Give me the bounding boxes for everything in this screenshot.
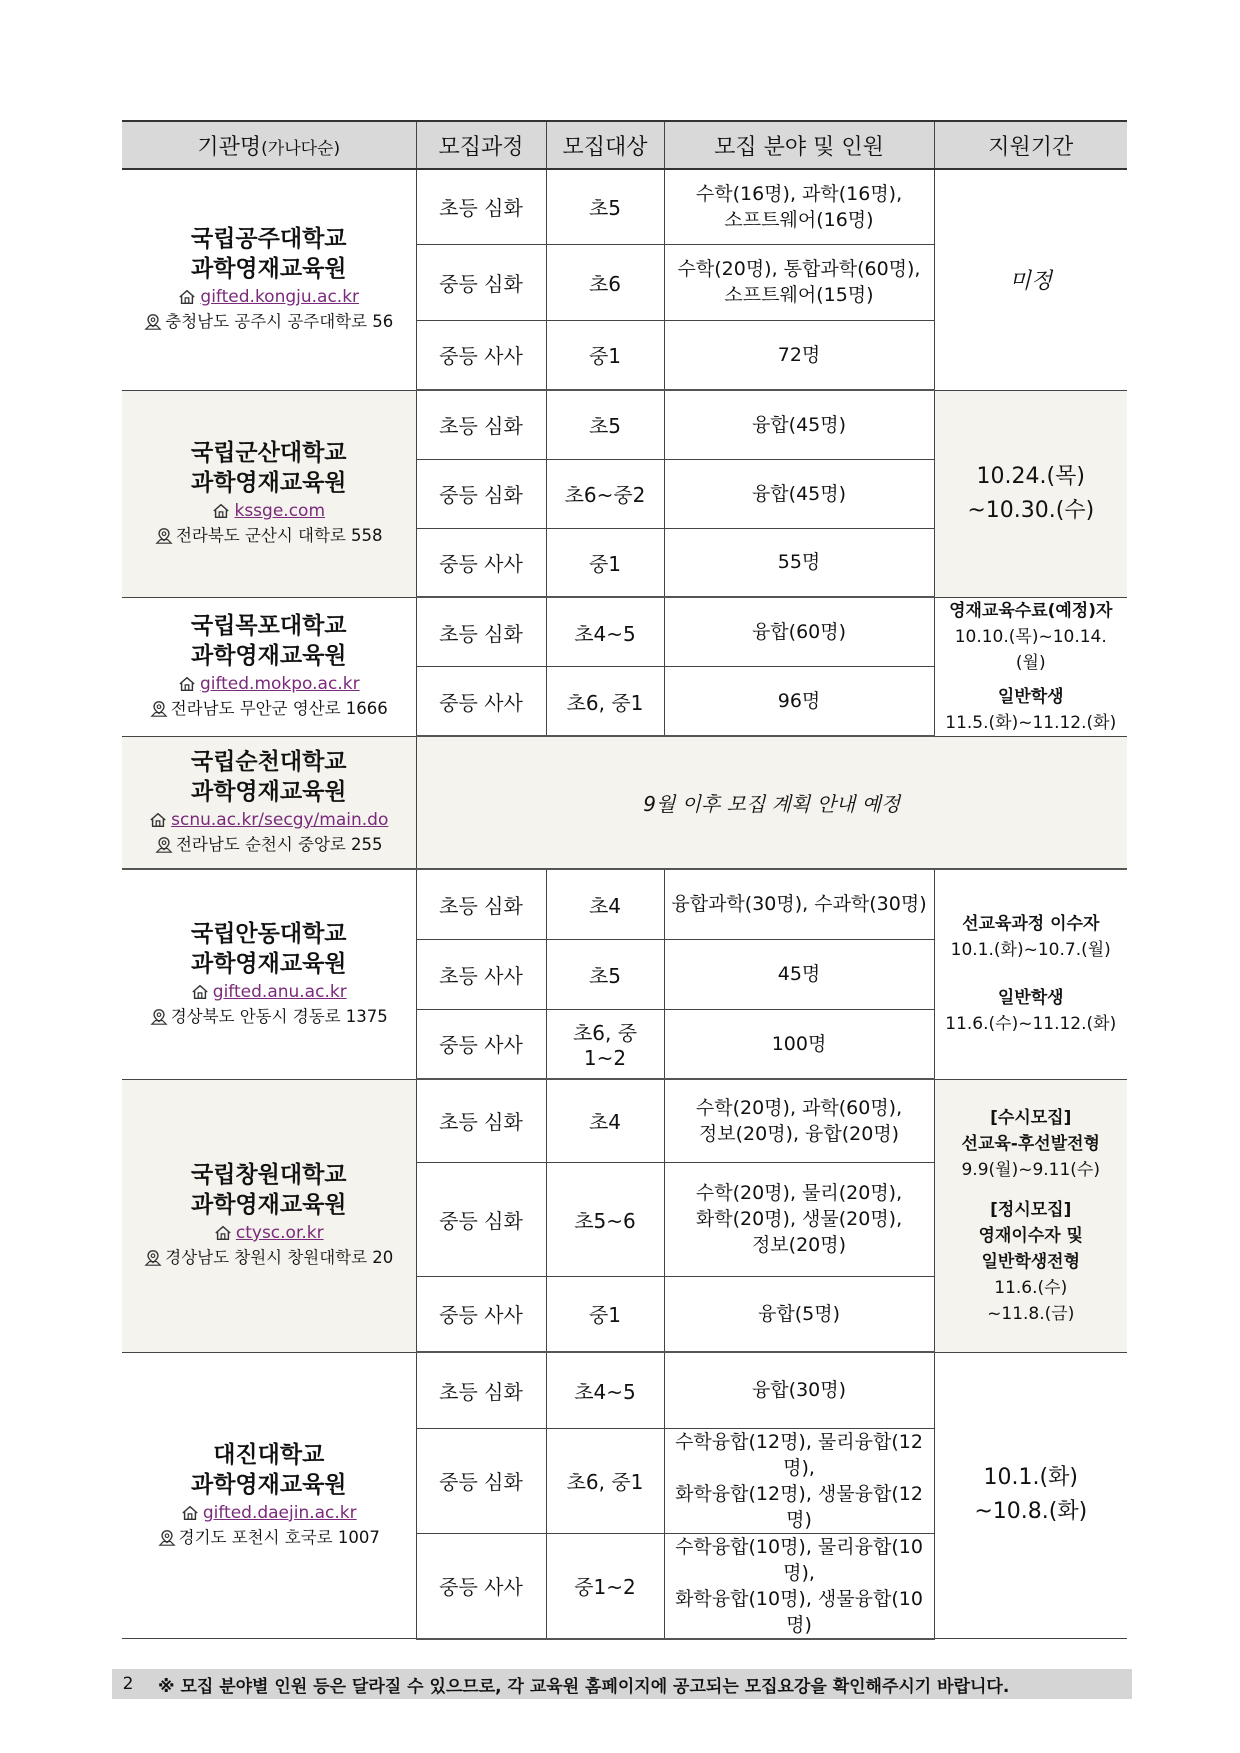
institution-cell: 국립안동대학교 과학영재교육원 gifted.anu.ac.kr 경상북도 안동시 경동로 1375: [122, 869, 416, 1079]
period-cell: 10.1.(화) ~10.8.(화): [934, 1352, 1127, 1639]
map-pin-icon: [150, 1008, 168, 1026]
home-icon: [178, 288, 196, 306]
home-icon: [214, 1224, 232, 1242]
table-row: 중등 사사 중1 융합(5명): [122, 1276, 1127, 1352]
table-row: 국립창원대학교 과학영재교육원 ctysc.or.kr 경상남도 창원시 창원대학로 20 초등 심화 초4 수학(20명), 과학(60명), 정보(20명), 융합(20명) [수시모집] 선교육-후선발전형 9.9(월)~9.11(수) [정시모집] 영재이수자 및 일반학생전형 11.6.(수) ~11.8.(금): [122, 1079, 1127, 1162]
table-row: 중등 심화 초6, 중1 수학융합(12명), 물리융합(12명), 화학융합(12명), 생물융합(12명): [122, 1428, 1127, 1533]
homepage-link[interactable]: gifted.anu.ac.kr: [191, 979, 347, 1005]
address: 전라북도 군산시 대학로 558: [155, 524, 383, 548]
table-row: 중등 심화 초5~6 수학(20명), 물리(20명), 화학(20명), 생물(20명), 정보(20명): [122, 1162, 1127, 1276]
period-cell: 미정: [934, 169, 1127, 390]
table-row: 중등 심화 초6~중2 융합(45명): [122, 459, 1127, 528]
table-row: 국립안동대학교 과학영재교육원 gifted.anu.ac.kr 경상북도 안동시 경동로 1375 초등 심화 초4 융합과학(30명), 수과학(30명) 선교육과정 이수자 10.1.(화)~10.7.(월) 일반학생 11.6.(수)~11.12.(화): [122, 869, 1127, 939]
table-row: 국립군산대학교 과학영재교육원 kssge.com 전라북도 군산시 대학로 558 초등 심화 초5 융합(45명) 10.24.(목) ~10.30.(수): [122, 390, 1127, 459]
address: 경상남도 창원시 창원대학로 20: [144, 1246, 393, 1270]
homepage-link[interactable]: scnu.ac.kr/secgy/main.do: [149, 807, 388, 833]
notice-cell: 9월 이후 모집 계획 안내 예정: [416, 736, 1127, 869]
home-icon: [181, 1504, 199, 1522]
map-pin-icon: [158, 1529, 176, 1547]
table-row: 중등 사사 중1 55명: [122, 528, 1127, 597]
map-pin-icon: [144, 313, 162, 331]
home-icon: [212, 502, 230, 520]
home-icon: [149, 811, 167, 829]
table-row: 초등 사사 초5 45명: [122, 939, 1127, 1009]
homepage-link[interactable]: ctysc.or.kr: [214, 1220, 324, 1246]
address: 경기도 포천시 호국로 1007: [158, 1526, 380, 1550]
page-number: 2: [122, 1674, 134, 1694]
header-institution: 기관명(가나다순): [122, 121, 416, 169]
homepage-link[interactable]: gifted.daejin.ac.kr: [181, 1500, 357, 1526]
institution-cell: 국립창원대학교 과학영재교육원 ctysc.or.kr 경상남도 창원시 창원대학로 20: [122, 1079, 416, 1352]
homepage-link[interactable]: kssge.com: [212, 498, 325, 524]
address: 전라남도 무안군 영산로 1666: [150, 697, 388, 721]
table-row: 중등 사사 중1 72명: [122, 320, 1127, 390]
institution-cell: 국립순천대학교 과학영재교육원 scnu.ac.kr/secgy/main.do 전라남도 순천시 중앙로 255: [122, 736, 416, 869]
period-cell: [수시모집] 선교육-후선발전형 9.9(월)~9.11(수) [정시모집] 영재이수자 및 일반학생전형 11.6.(수) ~11.8.(금): [934, 1079, 1127, 1352]
footer-note: ※ 모집 분야별 인원 등은 달라질 수 있으므로, 각 교육원 홈페이지에 공고되는 모집요강을 확인해주시기 바랍니다.: [158, 1676, 1010, 1697]
period-cell: 10.24.(목) ~10.30.(수): [934, 390, 1127, 597]
header-course: 모집과정: [416, 121, 546, 169]
table-header: [122, 121, 1127, 169]
table-row: [122, 736, 1127, 869]
homepage-link[interactable]: gifted.kongju.ac.kr: [178, 284, 359, 310]
header-period: 지원기간: [934, 121, 1127, 169]
table-row: 국립공주대학교 과학영재교육원 gifted.kongju.ac.kr 충청남도 공주시 공주대학로 56 초등 심화 초5 수학(16명), 과학(16명), 소프트웨어(16명) 미정: [122, 169, 1127, 244]
header-field: 모집 분야 및 인원: [664, 121, 934, 169]
table-row: 대진대학교 과학영재교육원 gifted.daejin.ac.kr 경기도 포천시 호국로 1007 초등 심화 초4~5 융합(30명) 10.1.(화) ~10.8.(화): [122, 1352, 1127, 1428]
map-pin-icon: [150, 700, 168, 718]
map-pin-icon: [144, 1249, 162, 1267]
home-icon: [191, 983, 209, 1001]
institution-cell: 대진대학교 과학영재교육원 gifted.daejin.ac.kr 경기도 포천시 호국로 1007: [122, 1352, 416, 1639]
header-target: 모집대상: [546, 121, 664, 169]
address: 충청남도 공주시 공주대학로 56: [144, 310, 393, 334]
map-pin-icon: [155, 836, 173, 854]
institution-cell: 국립공주대학교 과학영재교육원 gifted.kongju.ac.kr 충청남도 공주시 공주대학로 56: [122, 169, 416, 390]
page-footer: [112, 1669, 1132, 1699]
institution-cell: 국립군산대학교 과학영재교육원 kssge.com 전라북도 군산시 대학로 558: [122, 390, 416, 597]
table-row: 국립목포대학교 과학영재교육원 gifted.mokpo.ac.kr 전라남도 무안군 영산로 1666 초등 심화 초4~5 융합(60명) 영재교육수료(예정)자 10.10.(목)~10.14.(월) 일반학생 11.5.(화)~11.12.(화): [122, 597, 1127, 667]
table-row: 중등 사사 초6, 중1 96명: [122, 667, 1127, 737]
map-pin-icon: [155, 527, 173, 545]
table-row: 중등 사사 초6, 중1~2 100명: [122, 1009, 1127, 1079]
table-row: 중등 사사 중1~2 수학융합(10명), 물리융합(10명), 화학융합(10명), 생물융합(10명): [122, 1533, 1127, 1639]
address: 전라남도 순천시 중앙로 255: [155, 833, 383, 857]
table-row: 중등 심화 초6 수학(20명), 통합과학(60명), 소프트웨어(15명): [122, 244, 1127, 320]
address: 경상북도 안동시 경동로 1375: [150, 1005, 388, 1029]
home-icon: [178, 675, 196, 693]
period-cell: 선교육과정 이수자 10.1.(화)~10.7.(월) 일반학생 11.6.(수)~11.12.(화): [934, 869, 1127, 1079]
recruitment-table: [122, 120, 1127, 1640]
institution-cell: 국립목포대학교 과학영재교육원 gifted.mokpo.ac.kr 전라남도 무안군 영산로 1666: [122, 597, 416, 736]
homepage-link[interactable]: gifted.mokpo.ac.kr: [178, 671, 360, 697]
period-cell: 영재교육수료(예정)자 10.10.(목)~10.14.(월) 일반학생 11.5.(화)~11.12.(화): [934, 597, 1127, 736]
